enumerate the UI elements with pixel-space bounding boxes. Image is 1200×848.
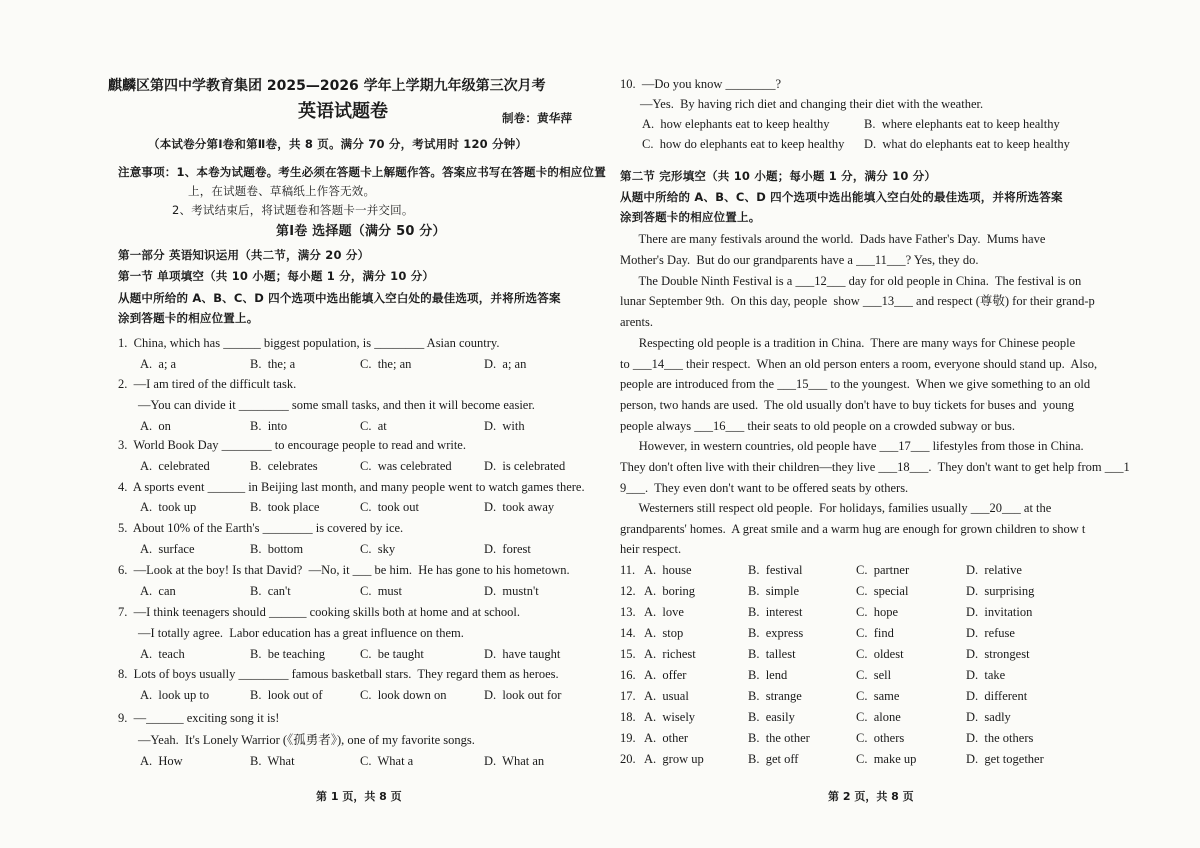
notes-line-3: 2、考试结束后，将试题卷和答题卡一并交回。: [172, 203, 414, 217]
question-8-option-d[interactable]: D. look out for: [484, 688, 562, 702]
cloze-20-number: 20.: [620, 752, 636, 766]
question-9-stem-1: 9. —______ exciting song it is!: [118, 711, 280, 725]
cloze-19-option-d[interactable]: D. the others: [966, 731, 1034, 745]
instruction-line-1: 从题中所给的 A、B、C、D 四个选项中选出能填入空白处的最佳选项，并将所选答案: [118, 291, 561, 305]
passage-line-7: to ___14___ their respect. When an old person enters a room, everyone should stand up. Also,: [620, 357, 1098, 371]
question-1-option-d[interactable]: D. a; an: [484, 357, 527, 371]
passage-line-14: Westerners still respect old people. For holidays, families usually ___20___ at the: [620, 501, 1052, 515]
passage-line-13: 9___. They even don't want to be offered seats by others.: [620, 481, 909, 495]
question-7-stem-2: —I totally agree. Labor education has a great influence on them.: [138, 626, 464, 640]
question-7-option-d[interactable]: D. have taught: [484, 647, 561, 661]
instruction-line-2: 涂到答题卡的相应位置上。: [118, 311, 259, 325]
cloze-18-option-d[interactable]: D. sadly: [966, 710, 1011, 724]
cloze-12-option-b[interactable]: B. simple: [748, 584, 800, 598]
cloze-15-option-d[interactable]: D. strongest: [966, 647, 1030, 661]
cloze-16-option-c[interactable]: C. sell: [856, 668, 892, 682]
left-page-footer: 第 1 页，共 8 页: [316, 790, 402, 803]
question-9-option-a[interactable]: A. How: [140, 754, 183, 768]
question-10-option-c[interactable]: C. how do elephants eat to keep healthy: [642, 137, 845, 151]
cloze-16-option-a[interactable]: A. offer: [644, 668, 687, 682]
cloze-13-option-c[interactable]: C. hope: [856, 605, 899, 619]
question-7-option-c[interactable]: C. be taught: [360, 647, 424, 661]
cloze-20-option-c[interactable]: C. make up: [856, 752, 917, 766]
question-5-option-a[interactable]: A. surface: [140, 542, 195, 556]
cloze-15-option-c[interactable]: C. oldest: [856, 647, 904, 661]
sec2-title: 第二节 完形填空（共 10 小题；每小题 1 分，满分 10 分）: [620, 169, 937, 183]
cloze-16-option-b[interactable]: B. lend: [748, 668, 788, 682]
cloze-14-number: 14.: [620, 626, 636, 640]
cloze-14-option-c[interactable]: C. find: [856, 626, 894, 640]
exam-title: 麒麟区第四中学教育集团 2025—2026 学年上学期九年级第三次月考: [108, 78, 546, 94]
cloze-12-number: 12.: [620, 584, 636, 598]
question-3-option-b[interactable]: B. celebrates: [250, 459, 318, 473]
question-2-option-c[interactable]: C. at: [360, 419, 387, 433]
cloze-14-option-b[interactable]: B. express: [748, 626, 804, 640]
question-5-option-b[interactable]: B. bottom: [250, 542, 304, 556]
question-2-stem-2: —You can divide it ________ some small tasks, and then it will become easier.: [138, 398, 535, 412]
cloze-12-option-a[interactable]: A. boring: [644, 584, 696, 598]
exam-subtitle: 英语试题卷: [298, 101, 388, 122]
cloze-18-option-a[interactable]: A. wisely: [644, 710, 696, 724]
question-9-option-b[interactable]: B. What: [250, 754, 295, 768]
question-1-option-c[interactable]: C. the; an: [360, 357, 412, 371]
question-5-option-d[interactable]: D. forest: [484, 542, 531, 556]
question-4-option-d[interactable]: D. took away: [484, 500, 555, 514]
question-3-option-a[interactable]: A. celebrated: [140, 459, 210, 473]
question-4-option-c[interactable]: C. took out: [360, 500, 420, 514]
cloze-11-option-d[interactable]: D. relative: [966, 563, 1022, 577]
cloze-17-option-c[interactable]: C. same: [856, 689, 900, 703]
passage-line-16: heir respect.: [620, 542, 682, 556]
part1-sec1-title: 第一节 单项填空（共 10 小题；每小题 1 分，满分 10 分）: [118, 269, 435, 283]
cloze-11-option-a[interactable]: A. house: [644, 563, 692, 577]
question-10-option-b[interactable]: B. where elephants eat to keep healthy: [864, 117, 1060, 131]
passage-line-3: The Double Ninth Festival is a ___12___ day for old people in China. The festival is on: [620, 274, 1082, 288]
cloze-20-option-b[interactable]: B. get off: [748, 752, 799, 766]
passage-line-9: person, two hands are used. The old usually don't have to buy tickets for buses and young: [620, 398, 1075, 412]
cloze-11-number: 11.: [620, 563, 636, 577]
question-7-option-a[interactable]: A. teach: [140, 647, 185, 661]
cloze-17-option-d[interactable]: D. different: [966, 689, 1028, 703]
passage-line-4: lunar September 9th. On this day, people show ___13___ and respect (尊敬) for their grand-p: [620, 294, 1095, 308]
passage-line-2: Mother's Day. But do our grandparents have a ___11___? Yes, they do.: [620, 253, 979, 267]
cloze-20-option-d[interactable]: D. get together: [966, 752, 1044, 766]
passage-line-6: Respecting old people is a tradition in China. There are many ways for Chinese people: [620, 336, 1076, 350]
question-8-option-a[interactable]: A. look up to: [140, 688, 210, 702]
cloze-18-option-b[interactable]: B. easily: [748, 710, 795, 724]
exam-info: （本试卷分第Ⅰ卷和第Ⅱ卷，共 8 页。满分 70 分，考试用时 120 分钟）: [148, 137, 528, 151]
cloze-19-number: 19.: [620, 731, 636, 745]
cloze-17-number: 17.: [620, 689, 636, 703]
cloze-13-option-b[interactable]: B. interest: [748, 605, 803, 619]
passage-line-5: arents.: [620, 315, 653, 329]
cloze-17-option-b[interactable]: B. strange: [748, 689, 802, 703]
question-3-option-c[interactable]: C. was celebrated: [360, 459, 452, 473]
sec2-instruction-1: 从题中所给的 A、B、C、D 四个选项中选出能填入空白处的最佳选项，并将所选答案: [620, 190, 1063, 204]
cloze-18-option-c[interactable]: C. alone: [856, 710, 901, 724]
question-8-stem: 8. Lots of boys usually ________ famous basketball stars. They regard them as heroes.: [118, 667, 559, 681]
cloze-19-option-a[interactable]: A. other: [644, 731, 689, 745]
passage-line-15: grandparents' homes. A great smile and a warm hug are enough for grown children to show t: [620, 522, 1086, 536]
question-6-option-a[interactable]: A. can: [140, 584, 176, 598]
passage-line-10: people always ___16___ their seats to old people on a crowded subway or bus.: [620, 419, 1016, 433]
right-page-footer: 第 2 页，共 8 页: [828, 790, 914, 803]
question-3-stem: 3. World Book Day ________ to encourage people to read and write.: [118, 438, 466, 452]
question-2-option-a[interactable]: A. on: [140, 419, 171, 433]
cloze-15-option-b[interactable]: B. tallest: [748, 647, 796, 661]
cloze-13-option-d[interactable]: D. invitation: [966, 605, 1033, 619]
question-6-stem: 6. —Look at the boy! Is that David? —No, it ___ be him. He has gone to his hometown.: [118, 563, 570, 577]
question-2-option-d[interactable]: D. with: [484, 419, 525, 433]
part1-title: 第一部分 英语知识运用（共二节，满分 20 分）: [118, 248, 370, 262]
sec2-instruction-2: 涂到答题卡的相应位置上。: [620, 210, 761, 224]
question-1-option-b[interactable]: B. the; a: [250, 357, 296, 371]
passage-line-12: They don't often live with their children—they live ___18___. They don't want to get help from ___1: [620, 460, 1130, 474]
passage-line-1: There are many festivals around the world. Dads have Father's Day. Mums have: [620, 232, 1046, 246]
question-2-stem-1: 2. —I am tired of the difficult task.: [118, 377, 297, 391]
question-9-option-c[interactable]: C. What a: [360, 754, 414, 768]
cloze-11-option-b[interactable]: B. festival: [748, 563, 803, 577]
question-9-stem-2: —Yeah. It's Lonely Warrior (《孤勇者》), one of my favorite songs.: [138, 733, 475, 747]
cloze-19-option-b[interactable]: B. the other: [748, 731, 810, 745]
question-4-stem: 4. A sports event ______ in Beijing last month, and many people went to watch games there.: [118, 480, 585, 494]
cloze-14-option-d[interactable]: D. refuse: [966, 626, 1015, 640]
cloze-15-option-a[interactable]: A. richest: [644, 647, 696, 661]
question-5-option-c[interactable]: C. sky: [360, 542, 396, 556]
cloze-19-option-c[interactable]: C. others: [856, 731, 905, 745]
question-10-option-d[interactable]: D. what do elephants eat to keep healthy: [864, 137, 1070, 151]
question-6-option-b[interactable]: B. can't: [250, 584, 291, 598]
paper-maker: 制卷：黄华萍: [502, 111, 573, 125]
cloze-16-option-d[interactable]: D. take: [966, 668, 1006, 682]
cloze-17-option-a[interactable]: A. usual: [644, 689, 689, 703]
question-3-option-d[interactable]: D. is celebrated: [484, 459, 566, 473]
cloze-13-number: 13.: [620, 605, 636, 619]
question-4-option-b[interactable]: B. took place: [250, 500, 320, 514]
question-6-option-d[interactable]: D. mustn't: [484, 584, 539, 598]
question-10-stem-1: 10. —Do you know ________?: [620, 77, 782, 91]
cloze-16-number: 16.: [620, 668, 636, 682]
question-10-option-a[interactable]: A. how elephants eat to keep healthy: [642, 117, 830, 131]
question-2-option-b[interactable]: B. into: [250, 419, 288, 433]
cloze-13-option-a[interactable]: A. love: [644, 605, 684, 619]
cloze-14-option-a[interactable]: A. stop: [644, 626, 684, 640]
cloze-12-option-c[interactable]: C. special: [856, 584, 909, 598]
question-8-option-b[interactable]: B. look out of: [250, 688, 323, 702]
question-7-option-b[interactable]: B. be teaching: [250, 647, 325, 661]
question-5-stem: 5. About 10% of the Earth's ________ is covered by ice.: [118, 521, 404, 535]
notes-line-1: 注意事项：1、本卷为试题卷。考生必须在答题卡上解题作答。答案应书写在答题卡的相应位置: [118, 165, 606, 179]
question-4-option-a[interactable]: A. took up: [140, 500, 197, 514]
question-8-option-c[interactable]: C. look down on: [360, 688, 447, 702]
question-10-stem-2: —Yes. By having rich diet and changing their diet with the weather.: [640, 97, 984, 111]
passage-line-11: However, in western countries, old people have ___17___ lifestyles from those in China.: [620, 439, 1084, 453]
cloze-11-option-c[interactable]: C. partner: [856, 563, 910, 577]
question-1-option-a[interactable]: A. a; a: [140, 357, 177, 371]
cloze-18-number: 18.: [620, 710, 636, 724]
notes-line-2: 上，在试题卷、草稿纸上作答无效。: [188, 184, 376, 198]
cloze-20-option-a[interactable]: A. grow up: [644, 752, 704, 766]
cloze-12-option-d[interactable]: D. surprising: [966, 584, 1035, 598]
section-title: 第Ⅰ卷 选择题（满分 50 分）: [276, 224, 446, 239]
question-1-stem: 1. China, which has ______ biggest population, is ________ Asian country.: [118, 336, 500, 350]
question-7-stem-1: 7. —I think teenagers should ______ cooking skills both at home and at school.: [118, 605, 521, 619]
passage-line-8: people are introduced from the ___15___ to the youngest. When we give something to an old: [620, 377, 1091, 391]
question-9-option-d[interactable]: D. What an: [484, 754, 545, 768]
question-6-option-c[interactable]: C. must: [360, 584, 403, 598]
cloze-15-number: 15.: [620, 647, 636, 661]
